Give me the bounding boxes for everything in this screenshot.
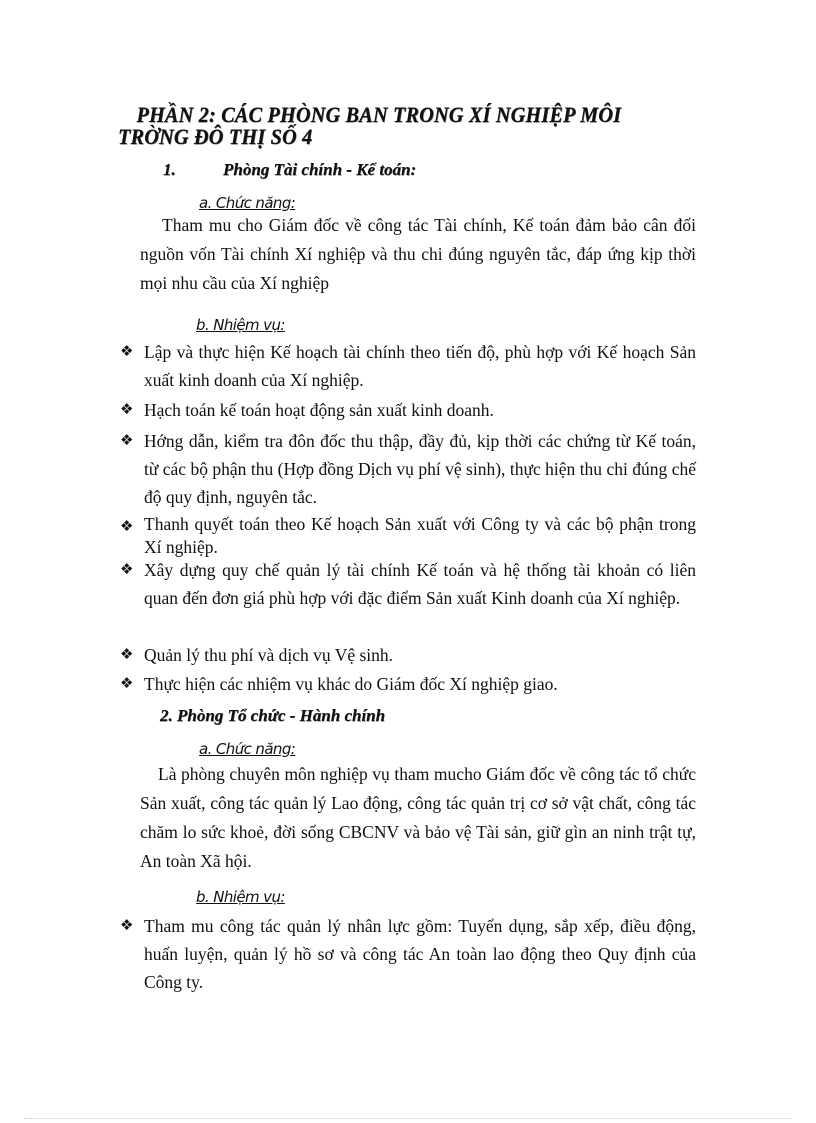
section-1-duty-label: b. Nhiệm vụ: <box>196 316 285 334</box>
list-item <box>120 338 696 394</box>
section-1-function-label: a. Chức năng: <box>199 194 296 212</box>
page-title <box>118 104 670 148</box>
list-item <box>120 641 696 669</box>
section-1-heading <box>163 160 416 180</box>
section-2-function-label: a. Chức năng: <box>199 740 296 758</box>
list-item-text: Tham mu công tác quản lý nhân lực gồm: Tuyển dụng, sắp xếp, điều động, huấn luyện, quản lý hồ sơ và công tác An toàn lao động theo Quy định của Công ty. <box>144 916 696 992</box>
list-item-text: Hạch toán kế toán hoạt động sản xuất kinh doanh. <box>144 400 494 420</box>
list-item-text: Thực hiện các nhiệm vụ khác do Giám đốc Xí nghiệp giao. <box>144 674 558 694</box>
title-line-1: PHẦN 2: CÁC PHÒNG BAN TRONG XÍ NGHIỆP MÔI <box>136 102 622 127</box>
bullet-diamond-icon: ❖ <box>120 400 134 418</box>
list-item <box>120 513 696 559</box>
list-item <box>120 912 696 996</box>
section-2-heading: 2. Phòng Tổ chức - Hành chính <box>160 706 386 725</box>
bullet-diamond-icon: ❖ <box>120 674 134 692</box>
bullet-diamond-icon: ❖ <box>120 517 134 535</box>
list-item <box>120 396 696 424</box>
list-item <box>120 427 696 511</box>
list-item-text: Hớng dẫn, kiểm tra đôn đốc thu thập, đầy đủ, kịp thời các chứng từ Kế toán, từ các bộ phận thu (Hợp đồng Dịch vụ phí vệ sinh), thực hiện thu chi đúng chế độ quy định, nguyên tắc. <box>144 431 696 507</box>
bullet-diamond-icon: ❖ <box>120 645 134 663</box>
section-1-function-text: Tham mu cho Giám đốc về công tác Tài chính, Kế toán đảm bảo cân đối nguồn vốn Tài chính Xí nghiệp và thu chi đúng nguyên tắc, đáp ứng kịp thời mọi nhu cầu của Xí nghiệp <box>140 215 696 293</box>
section-1-title: Phòng Tài chính - Kế toán: <box>223 160 417 179</box>
list-item-text: Quản lý thu phí và dịch vụ Vệ sinh. <box>144 645 394 665</box>
page-bottom-rule <box>24 1118 792 1119</box>
list-item <box>120 670 696 698</box>
bullet-diamond-icon: ❖ <box>120 560 134 578</box>
section-2-function-text: Là phòng chuyên môn nghiệp vụ tham mucho Giám đốc về công tác tổ chức Sản xuất, công tác quản lý Lao động, công tác quản trị cơ sở vật chất, công tác chăm lo sức khoẻ, đời sống CBCNV và bảo vệ Tài sản, giữ gìn an ninh trật tự, An toàn Xã hội. <box>140 764 696 871</box>
section-2-duty-label: b. Nhiệm vụ: <box>196 888 285 906</box>
list-item-text: Lập và thực hiện Kế hoạch tài chính theo tiến độ, phù hợp với Kế hoạch Sản xuất kinh doanh của Xí nghiệp. <box>144 342 696 390</box>
bullet-diamond-icon: ❖ <box>120 342 134 360</box>
list-item <box>120 556 696 612</box>
bullet-diamond-icon: ❖ <box>120 916 134 934</box>
bullet-diamond-icon: ❖ <box>120 431 134 449</box>
list-item-text: Thanh quyết toán theo Kế hoạch Sản xuất với Công ty và các bộ phận trong Xí nghiệp. <box>144 514 696 557</box>
title-line-2: TRỜNG ĐÔ THỊ SỐ 4 <box>118 124 313 149</box>
section-1-number: 1. <box>163 160 176 179</box>
list-item-text: Xây dựng quy chế quản lý tài chính Kế toán và hệ thống tài khoản có liên quan đến đơn giá phù hợp với đặc điểm Sản xuất Kinh doanh của Xí nghiệp. <box>144 560 696 608</box>
